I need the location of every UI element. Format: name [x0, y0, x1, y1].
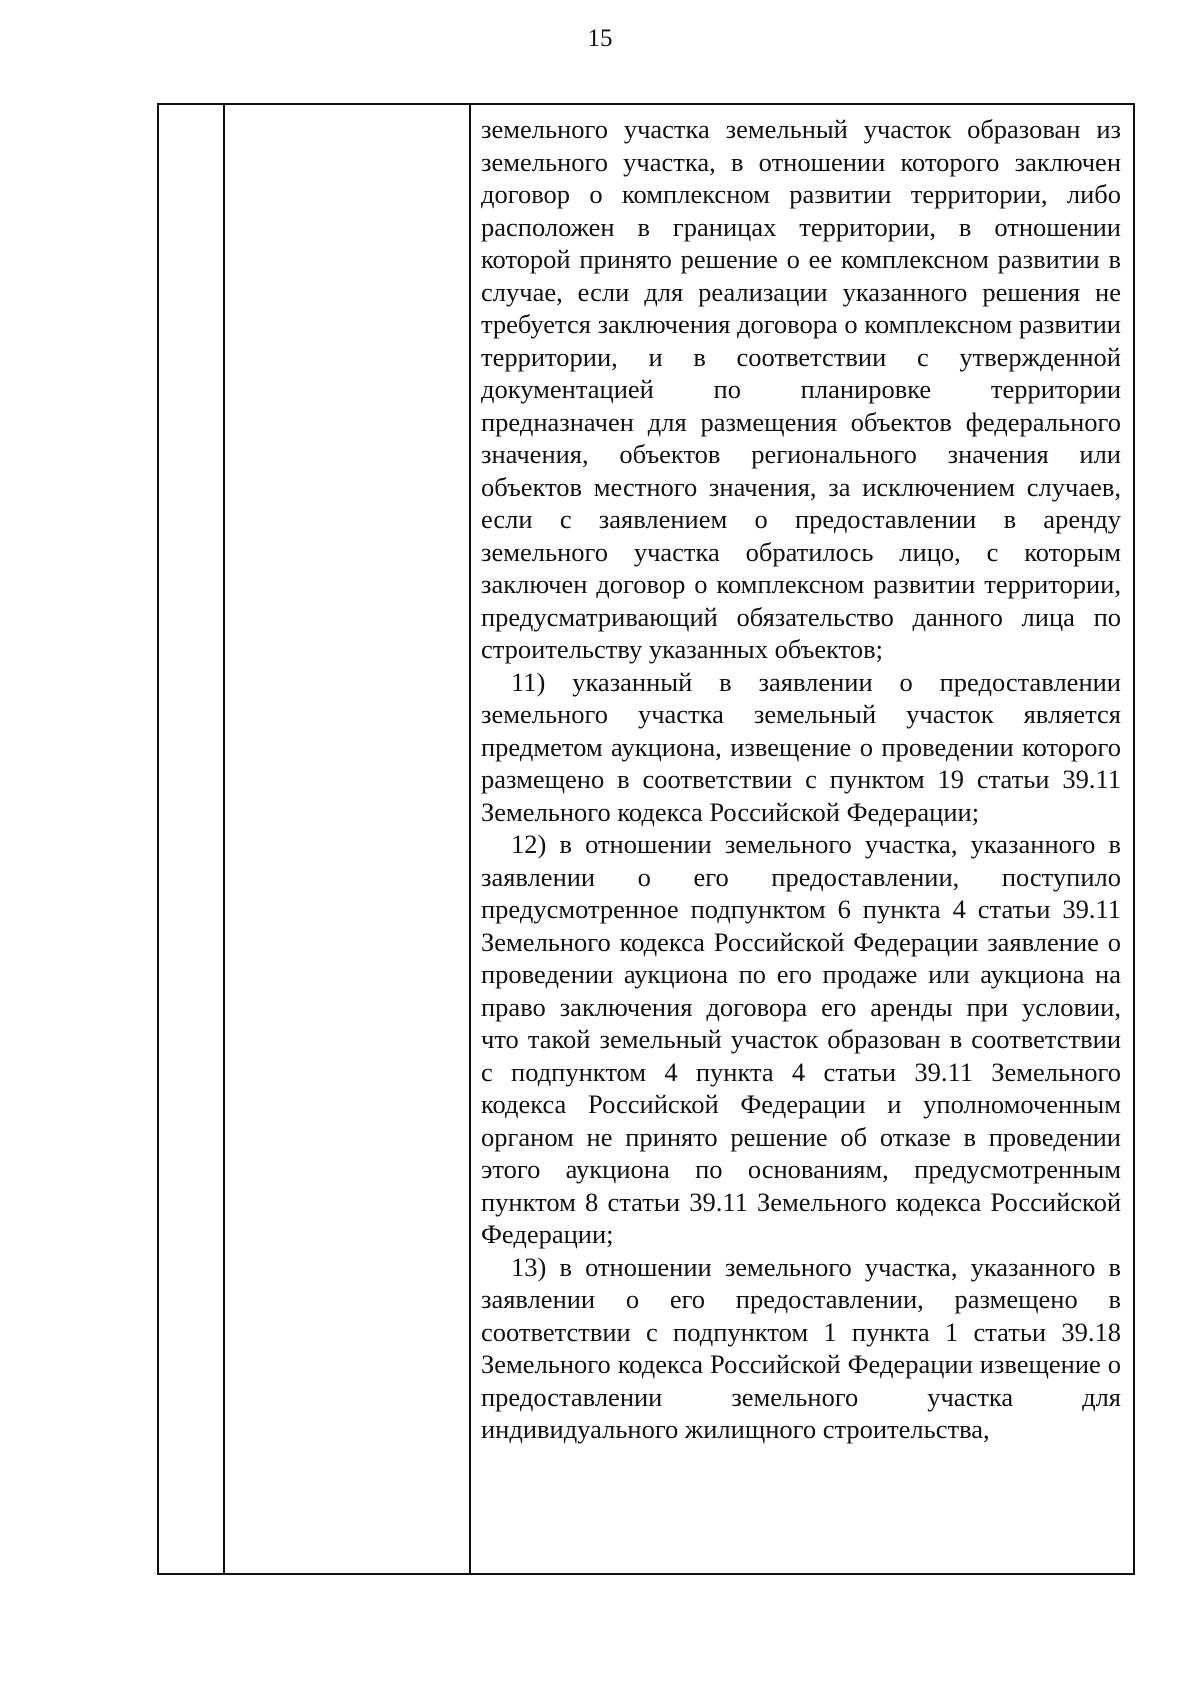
table-cell-name: [225, 105, 469, 1573]
page-number: 15: [587, 25, 613, 52]
column-divider-2: [469, 105, 471, 1573]
table-cell-number: [159, 105, 223, 1573]
document-table: [157, 103, 1135, 1575]
paragraph-continuation: земельного участка земельный участок образован из земельного участка, в отношении которого заключен договор о комплексном развитии территории, либо расположен в границах территории, в отношении которой принято решение о ее комплексном развитии в случае, если для реализации указанного решения не требуется заключения договора о комплексном развитии территории, и в соответствии с утвержденной документацией по планировке территории предназначен для размещения объектов федерального значения, объектов регионального значения или объектов местного значения, за исключением случаев, если с заявлением о предоставлении в аренду земельного участка обратилось лицо, с которым заключен договор о комплексном развитии территории, предусматривающий обязательство данного лица по строительству указанных объектов;: [481, 114, 1121, 664]
paragraph-item-12: 12) в отношении земельного участка, указанного в заявлении о его предоставлении, поступило предусмотренное подпунктом 6 пункта 4 статьи 39.11 Земельного кодекса Российской Федерации заявление о проведении аукциона по его продаже или аукциона на право заключения договора его аренды при условии, что такой земельный участок образован в соответствии с подпунктом 4 пункта 4 статьи 39.11 Земельного кодекса Российской Федерации и уполномоченным органом не принято решение об отказе в проведении этого аукциона по основаниям, предусмотренным пунктом 8 статьи 39.11 Земельного кодекса Российской Федерации;: [481, 829, 1121, 1249]
paragraph-item-11: 11) указанный в заявлении о предоставлении земельного участка земельный участок является предметом аукциона, извещение о проведении которого размещено в соответствии с пунктом 19 статьи 39.11 Земельного кодекса Российской Федерации;: [481, 666, 1121, 827]
table-cell-content: [481, 113, 1121, 1446]
paragraph-item-13: 13) в отношении земельного участка, указанного в заявлении о его предоставлении, размещено в соответствии с подпунктом 1 пункта 1 статьи 39.18 Земельного кодекса Российской Федерации извещение о предоставлении земельного участка для индивидуального жилищного строительства,: [481, 1251, 1121, 1444]
